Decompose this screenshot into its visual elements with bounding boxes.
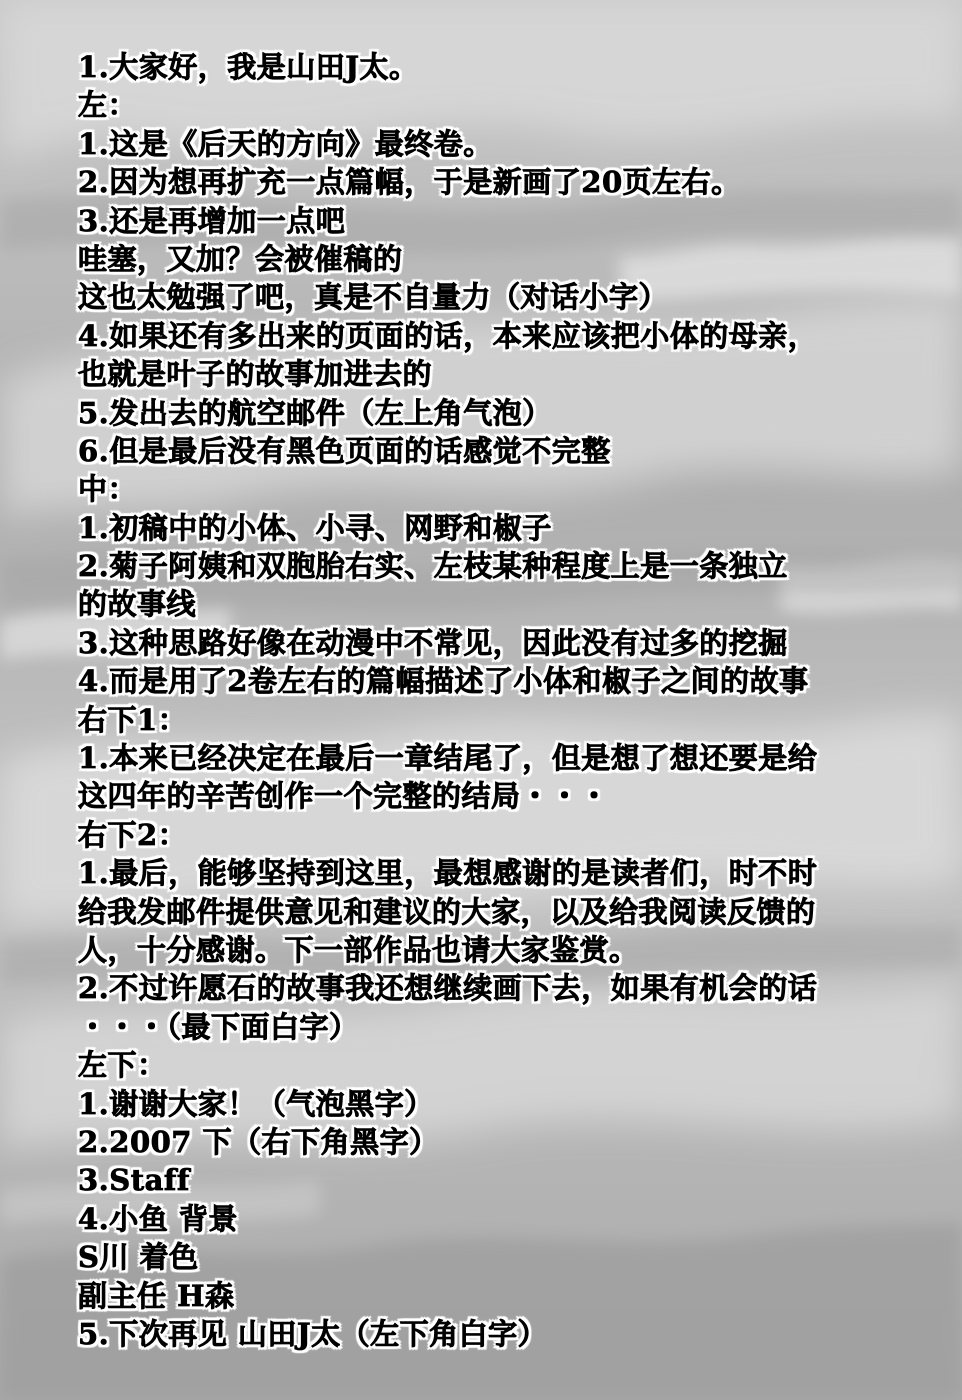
text-line-23: 给我发邮件提供意见和建议的大家，以及给我阅读反馈的 bbox=[78, 894, 816, 929]
text-line-28: 1.谢谢大家！（气泡黑字） bbox=[78, 1086, 434, 1121]
text-line-6: 哇塞，又加？会被催稿的 bbox=[78, 241, 403, 276]
text-line-11: 6.但是最后没有黑色页面的话感觉不完整 bbox=[78, 433, 611, 468]
text-line-1: 1.大家好，我是山田J太。 bbox=[78, 50, 419, 84]
text-line-25: 2.不过许愿石的故事我还想继续画下去，如果有机会的话 bbox=[78, 971, 818, 1006]
section-heading-bottom-left: 左下： bbox=[78, 1048, 167, 1083]
text-line-31: 4.小鱼 背景 bbox=[78, 1201, 238, 1236]
text-line-24: 人，十分感谢。下一部作品也请大家鉴赏。 bbox=[78, 932, 639, 967]
text-line-14: 2.菊子阿姨和双胞胎右实、左枝某种程度上是一条独立 bbox=[78, 549, 788, 584]
text-line-5: 3.还是再增加一点吧 bbox=[78, 203, 346, 238]
notes-text-block bbox=[78, 48, 918, 1353]
text-line-17: 4.而是用了2卷左右的篇幅描述了小体和椒子之间的故事 bbox=[78, 664, 809, 699]
text-line-9: 也就是叶子的故事加进去的 bbox=[78, 357, 433, 392]
section-heading-bottom-right-2: 右下2： bbox=[78, 817, 188, 852]
text-line-32: S川 着色 bbox=[78, 1240, 199, 1275]
text-line-26: ・・・（最下面白字） bbox=[78, 1009, 359, 1044]
text-line-4: 2.因为想再扩充一点篇幅，于是新画了20页左右。 bbox=[78, 165, 741, 200]
section-heading-left: 左： bbox=[78, 88, 138, 123]
text-line-3: 1.这是《后天的方向》最终卷。 bbox=[78, 126, 493, 161]
section-heading-bottom-right-1: 右下1： bbox=[78, 702, 188, 737]
text-line-33: 副主任 H森 bbox=[78, 1278, 235, 1313]
text-line-30: 3.Staff bbox=[78, 1163, 190, 1198]
text-line-16: 3.这种思路好像在动漫中不常见，因此没有过多的挖掘 bbox=[78, 625, 788, 660]
text-line-20: 这四年的辛苦创作一个完整的结局・・・ bbox=[78, 779, 610, 814]
text-line-29: 2.2007 下（右下角黑字） bbox=[78, 1124, 439, 1159]
text-line-7: 这也太勉强了吧，真是不自量力（对话小字） bbox=[78, 280, 669, 315]
text-line-13: 1.初稿中的小体、小寻、网野和椒子 bbox=[78, 510, 552, 545]
section-heading-middle: 中： bbox=[78, 472, 138, 507]
text-line-22: 1.最后，能够坚持到这里，最想感谢的是读者们，时不时 bbox=[78, 856, 818, 891]
text-line-34: 5.下次再见 山田J太（左下角白字） bbox=[78, 1316, 548, 1351]
text-line-15: 的故事线 bbox=[78, 587, 197, 622]
text-line-8: 4.如果还有多出来的页面的话，本来应该把小体的母亲， bbox=[78, 318, 818, 353]
text-line-10: 5.发出去的航空邮件（左上角气泡） bbox=[78, 395, 552, 430]
text-line-19: 1.本来已经决定在最后一章结尾了，但是想了想还要是给 bbox=[78, 741, 818, 776]
